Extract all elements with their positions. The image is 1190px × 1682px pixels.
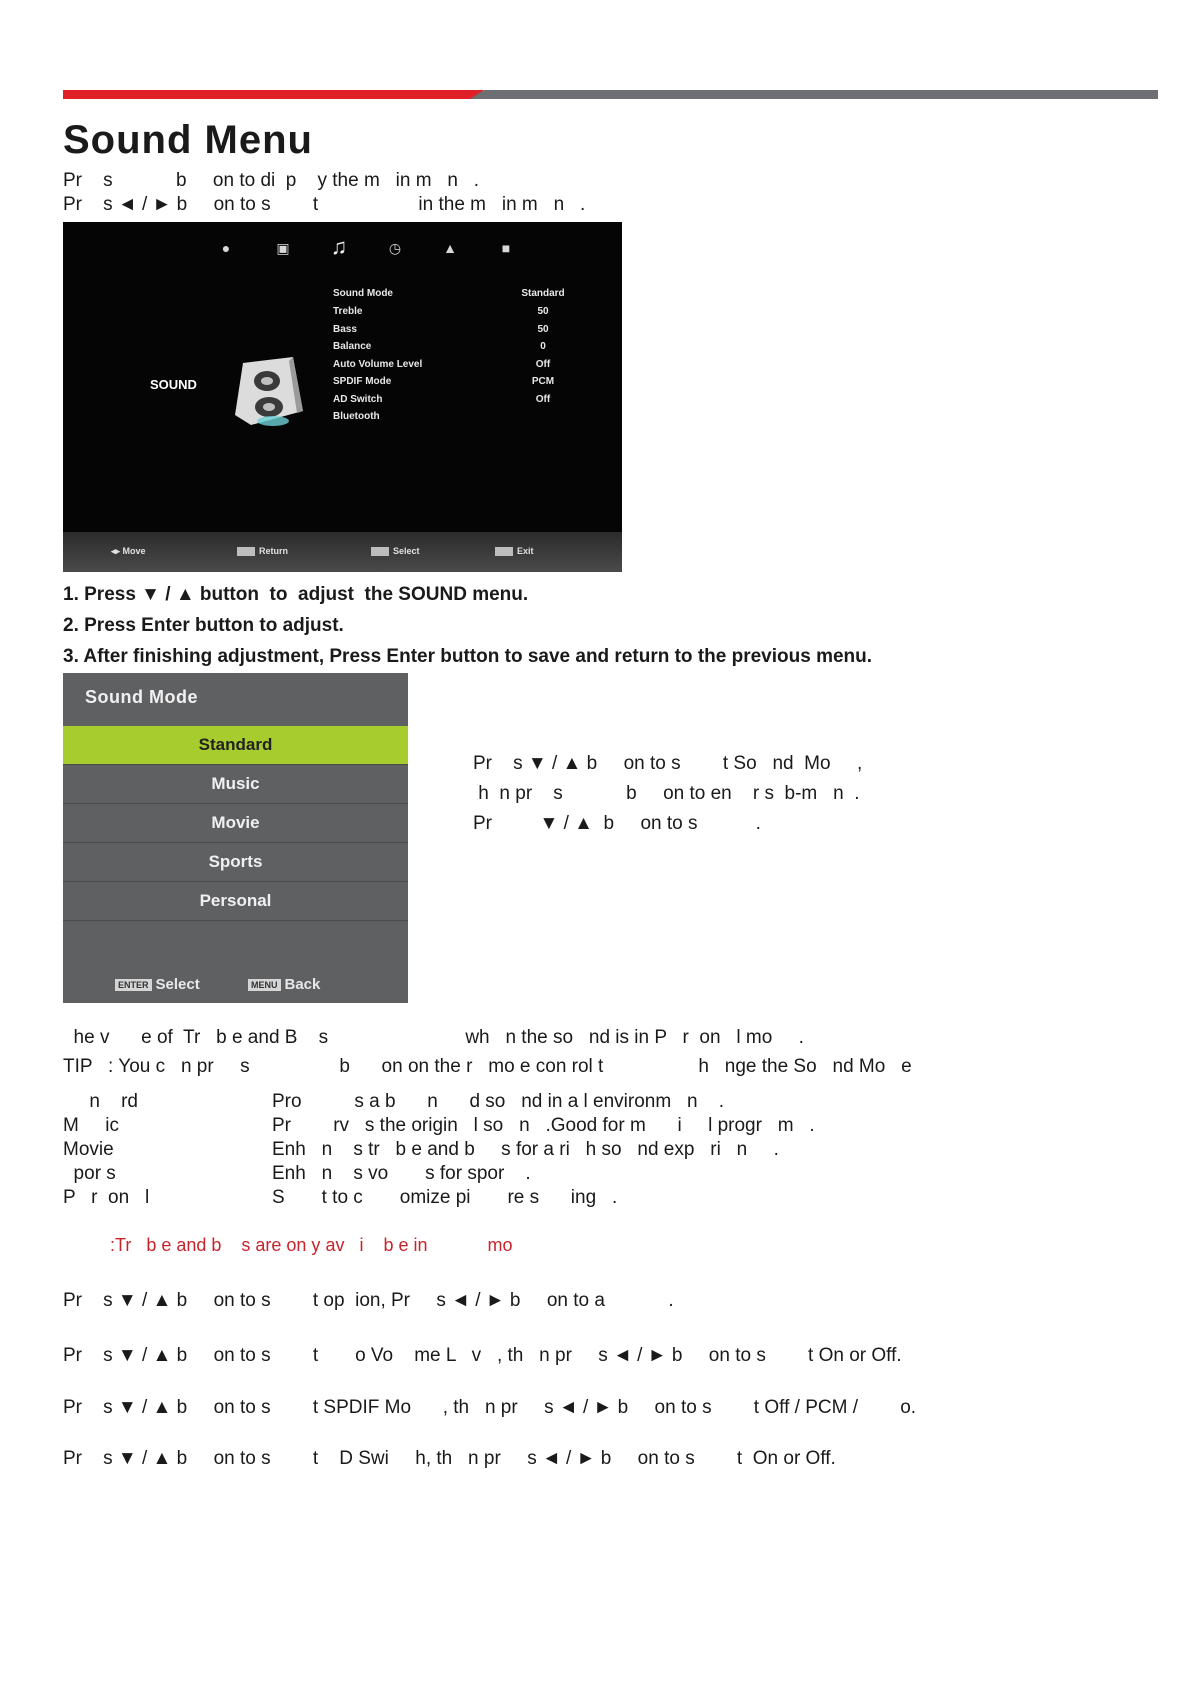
speaker-icon <box>231 355 307 429</box>
mode-name-standard: n rd <box>63 1091 138 1112</box>
mode-desc-sports: Enh n s vo s for spor . <box>272 1163 531 1184</box>
header-gray-bar <box>470 90 1158 99</box>
tv-footer-return: Return <box>237 546 288 556</box>
option-spdif-text: Pr s ▼ / ▲ b on to s t SPDIF Mo , th n pr s ◄ / ► b on to s t Off / PCM / o. <box>63 1397 917 1418</box>
channel-icon: ▣ <box>276 240 290 256</box>
tv-value-auto-volume: Off <box>535 359 551 370</box>
panel-footer-back: MENU Back <box>248 976 320 993</box>
step-3: 3. After finishing adjustment, Press Enter button to save and return to the previous menu. <box>63 646 873 667</box>
step-1: 1. Press ▼ / ▲ button to adjust the SOUND menu. <box>63 584 529 605</box>
tv-sound-menu-screenshot <box>63 222 622 572</box>
mode-name-music: M ic <box>63 1115 119 1136</box>
exit-key-icon <box>495 547 513 556</box>
mode-desc-music: Pr rv s the origin l so n .Good for m i l progr m . <box>272 1115 815 1136</box>
intro-line-2: Pr s ◄ / ► b on to s t in the m in m n . <box>63 194 586 215</box>
tv-item-sound-mode: Sound Mode <box>333 288 393 299</box>
mode-option-sports[interactable]: Sports <box>63 843 408 882</box>
mode-option-music[interactable]: Music <box>63 765 408 804</box>
tv-section-label: SOUND <box>150 377 197 392</box>
setup-icon: ■ <box>501 240 511 256</box>
mode-name-movie: Movie <box>63 1139 114 1160</box>
tv-item-treble: Treble <box>333 306 363 317</box>
tv-footer-move: ◂▸ Move <box>111 546 146 556</box>
move-arrows-icon: ◂▸ <box>111 546 123 556</box>
tv-item-ad-switch: AD Switch <box>333 394 383 405</box>
tip-text: TIP : You c n pr s b on on the r mo e con rol t h nge the So nd Mo e <box>63 1056 912 1077</box>
tv-value-bass: 50 <box>537 324 549 335</box>
mode-desc-movie: Enh n s tr b e and b s for a ri h so nd exp ri n . <box>272 1139 779 1160</box>
tv-value-treble: 50 <box>537 306 549 317</box>
step-2: 2. Press Enter button to adjust. <box>63 615 344 636</box>
option-balance-text: Pr s ▼ / ▲ b on to s t op ion, Pr s ◄ / ► b on to a . <box>63 1290 674 1311</box>
tv-footer <box>63 532 622 572</box>
tv-footer-select: Select <box>371 546 420 556</box>
tv-item-auto-volume: Auto Volume Level <box>333 359 423 370</box>
header-red-bar <box>63 90 483 99</box>
side-text-3: Pr ▼ / ▲ b on to s . <box>473 813 761 834</box>
option-auto-volume-text: Pr s ▼ / ▲ b on to s t o Vo me L v , th n pr s ◄ / ► b on to s t On or Off. <box>63 1345 902 1366</box>
tv-item-spdif-mode: SPDIF Mode <box>333 376 392 387</box>
picture-icon: ● <box>221 240 231 256</box>
treble-bass-note: :Tr b e and b s are on y av i b e in mo <box>110 1235 513 1255</box>
tv-value-ad-switch: Off <box>535 394 551 405</box>
mode-name-personal: P r on l <box>63 1187 150 1208</box>
enter-key-icon <box>371 547 389 556</box>
lock-icon: ▲ <box>443 240 457 256</box>
mode-option-standard[interactable]: Standard <box>63 726 408 765</box>
music-note-icon: ♫ <box>330 234 348 259</box>
treble-bass-text: he v e of Tr b e and B s wh n the so nd is in P r on l mo . <box>63 1027 804 1048</box>
mode-desc-standard: Pro s a b n d so nd in a l environm n . <box>272 1091 724 1112</box>
intro-line-1: Pr s b on to di p y the m in m n . <box>63 170 480 191</box>
tv-item-balance: Balance <box>333 341 372 352</box>
tv-value-spdif-mode: PCM <box>531 376 555 387</box>
tv-item-bluetooth: Bluetooth <box>333 411 380 422</box>
panel-footer-select: ENTER Select <box>115 976 200 993</box>
tv-value-sound-mode: Standard <box>521 288 565 299</box>
option-ad-switch-text: Pr s ▼ / ▲ b on to s t D Swi h, th n pr s ◄ / ► b on to s t On or Off. <box>63 1448 836 1469</box>
side-text-2: h n pr s b on to en r s b-m n . <box>473 783 860 804</box>
enter-key-icon: ENTER <box>115 979 152 991</box>
sound-mode-panel <box>63 673 408 1003</box>
mode-name-sports: por s <box>63 1163 116 1184</box>
mode-desc-personal: S t to c omize pi re s ing . <box>272 1187 618 1208</box>
mode-option-movie[interactable]: Movie <box>63 804 408 843</box>
tv-value-balance: 0 <box>540 341 546 352</box>
sound-mode-panel-title: Sound Mode <box>85 687 198 707</box>
mode-option-personal[interactable]: Personal <box>63 882 408 921</box>
time-icon: ◷ <box>388 240 402 256</box>
tv-footer-exit: Exit <box>495 546 534 556</box>
page-title: Sound Menu <box>63 118 313 162</box>
tv-item-bass: Bass <box>333 324 357 335</box>
menu-key-icon <box>237 547 255 556</box>
menu-key-icon: MENU <box>248 979 281 991</box>
side-text-1: Pr s ▼ / ▲ b on to s t So nd Mo , <box>473 753 863 774</box>
